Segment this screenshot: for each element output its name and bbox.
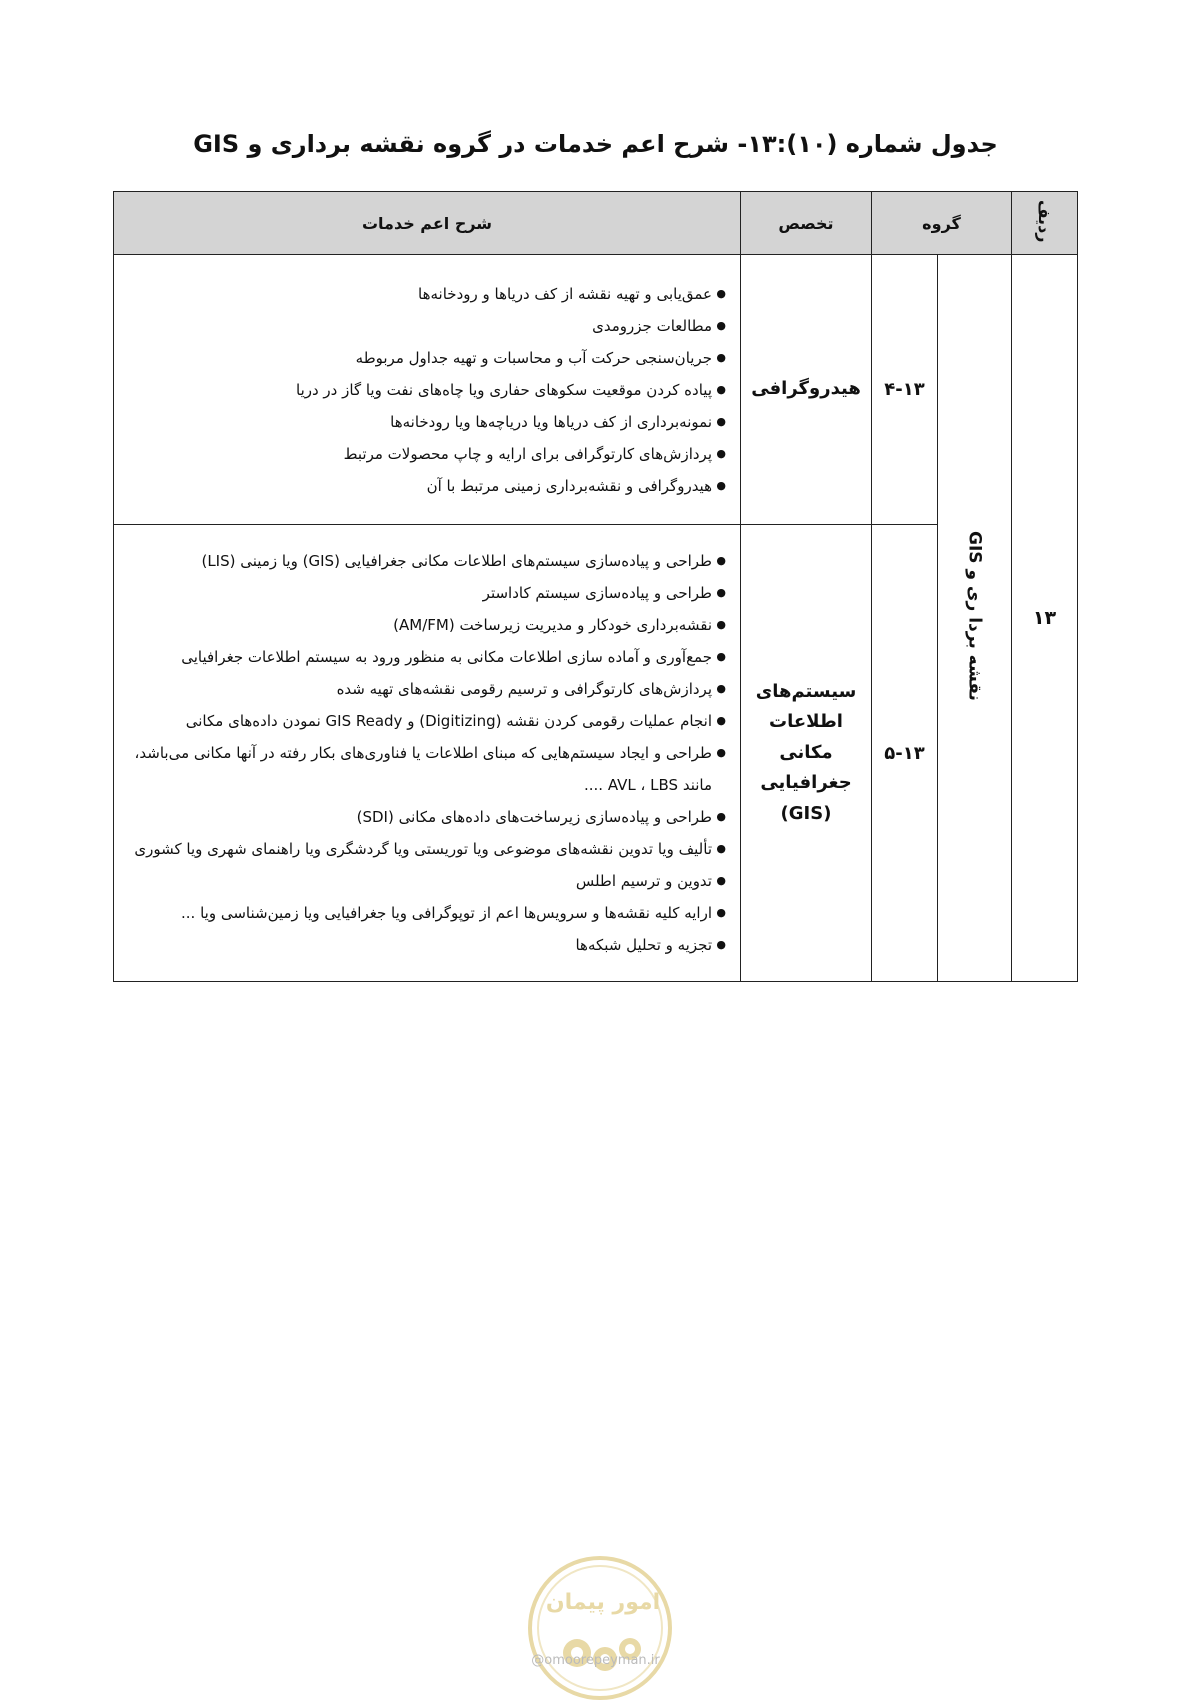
watermark-handle: @omoorepeyman.ir	[531, 1653, 660, 1668]
radif-cell: ۱۳	[1012, 255, 1078, 982]
specialty-code: ۵-۱۳	[872, 525, 938, 982]
header-radif	[1012, 192, 1078, 255]
services-cell	[114, 525, 741, 982]
watermark-logo	[525, 1553, 675, 1703]
table-title: جدول شماره (۱۰):۱۳- شرح اعم خدمات در گروه نقشه برداری و GIS	[193, 130, 998, 158]
header-radif-label: ردیف	[1035, 199, 1054, 243]
specialty-name	[741, 525, 872, 982]
specialty-name-line: سیستم‌های	[755, 680, 857, 702]
logo-inner-ring	[538, 1566, 662, 1690]
list-item: ● پردازش‌های کارتوگرافی و ترسیم رقومی نقشه‌های تهیه شده	[120, 673, 726, 705]
list-item: ● عمق‌یابی و تهیه نقشه از کف دریاها و رودخانه‌ها	[120, 278, 726, 310]
specialty-name-line: جغرافیایی	[760, 772, 852, 794]
services-list	[120, 545, 726, 961]
specialty-name-line: اطلاعات	[769, 711, 843, 733]
services-cell	[114, 255, 741, 525]
list-item: ● تألیف ویا تدوین نقشه‌های موضوعی ویا توریستی ویا گردشگری ویا راهنمای شهری ویا کشوری	[120, 833, 726, 865]
specialty-code: ۴-۱۳	[872, 255, 938, 525]
specialty-name-line: مکانی	[779, 741, 833, 763]
list-item: ● تدوین و ترسیم اطلس	[120, 865, 726, 897]
header-row	[114, 192, 1078, 255]
list-item: ● نمونه‌برداری از کف دریاها ویا دریاچه‌ها ویا رودخانه‌ها	[120, 406, 726, 438]
group-name-cell	[938, 255, 1012, 982]
list-item: ● طراحی و پیاده‌سازی سیستم کاداستر	[120, 577, 726, 609]
list-item: ● جمع‌آوری و آماده سازی اطلاعات مکانی به منظور ورود به سیستم اطلاعات جغرافیایی	[120, 641, 726, 673]
list-item: ● جریان‌سنجی حرکت آب و محاسبات و تهیه جداول مربوطه	[120, 342, 726, 374]
logo-ring	[530, 1558, 670, 1698]
list-item: ● هیدروگرافی و نقشه‌برداری زمینی مرتبط با آن	[120, 470, 726, 502]
header-group: گروه	[872, 192, 1012, 255]
list-item: ● پیاده کردن موقعیت سکوهای حفاری ویا چاه‌های نفت ویا گاز در دریا	[120, 374, 726, 406]
header-services: شرح اعم خدمات	[114, 192, 741, 255]
list-item: ● تجزیه و تحلیل شبکه‌ها	[120, 929, 726, 961]
list-item: ● نقشه‌برداری خودکار و مدیریت زیرساخت (AM/FM)	[120, 609, 726, 641]
table-row	[114, 255, 1078, 525]
list-item: ● پردازش‌های کارتوگرافی برای ارایه و چاپ محصولات مرتبط	[120, 438, 726, 470]
list-item: ● ارایه کلیه نقشه‌ها و سرویس‌ها اعم از توپوگرافی ویا جغرافیایی ویا زمین‌شناسی ویا ...	[120, 897, 726, 929]
services-table	[113, 191, 1078, 982]
specialty-name: هیدروگرافی	[741, 255, 872, 525]
logo-text: امور پیمان	[545, 1590, 661, 1615]
services-list	[120, 278, 726, 502]
group-name-label: نقشه بردا ری و GIS	[964, 530, 985, 701]
list-item: ● طراحی و پیاده‌سازی زیرساخت‌های داده‌های مکانی (SDI)	[120, 801, 726, 833]
list-item: ● مطالعات جزرومدی	[120, 310, 726, 342]
list-item: ● انجام عملیات رقومی کردن نقشه (Digitizing) و GIS Ready نمودن داده‌های مکانی	[120, 705, 726, 737]
header-specialty: تخصص	[741, 192, 872, 255]
list-item: ● طراحی و ایجاد سیستم‌هایی که مبنای اطلاعات یا فناوری‌های بکار رفته در آنها مکانی می‌باشد، مانند AVL ، LBS ....	[120, 737, 726, 801]
list-item: ● طراحی و پیاده‌سازی سیستم‌های اطلاعات مکانی جغرافیایی (GIS) ویا زمینی (LIS)	[120, 545, 726, 577]
table-row	[114, 525, 1078, 982]
specialty-name-line: (GIS)	[780, 802, 832, 824]
